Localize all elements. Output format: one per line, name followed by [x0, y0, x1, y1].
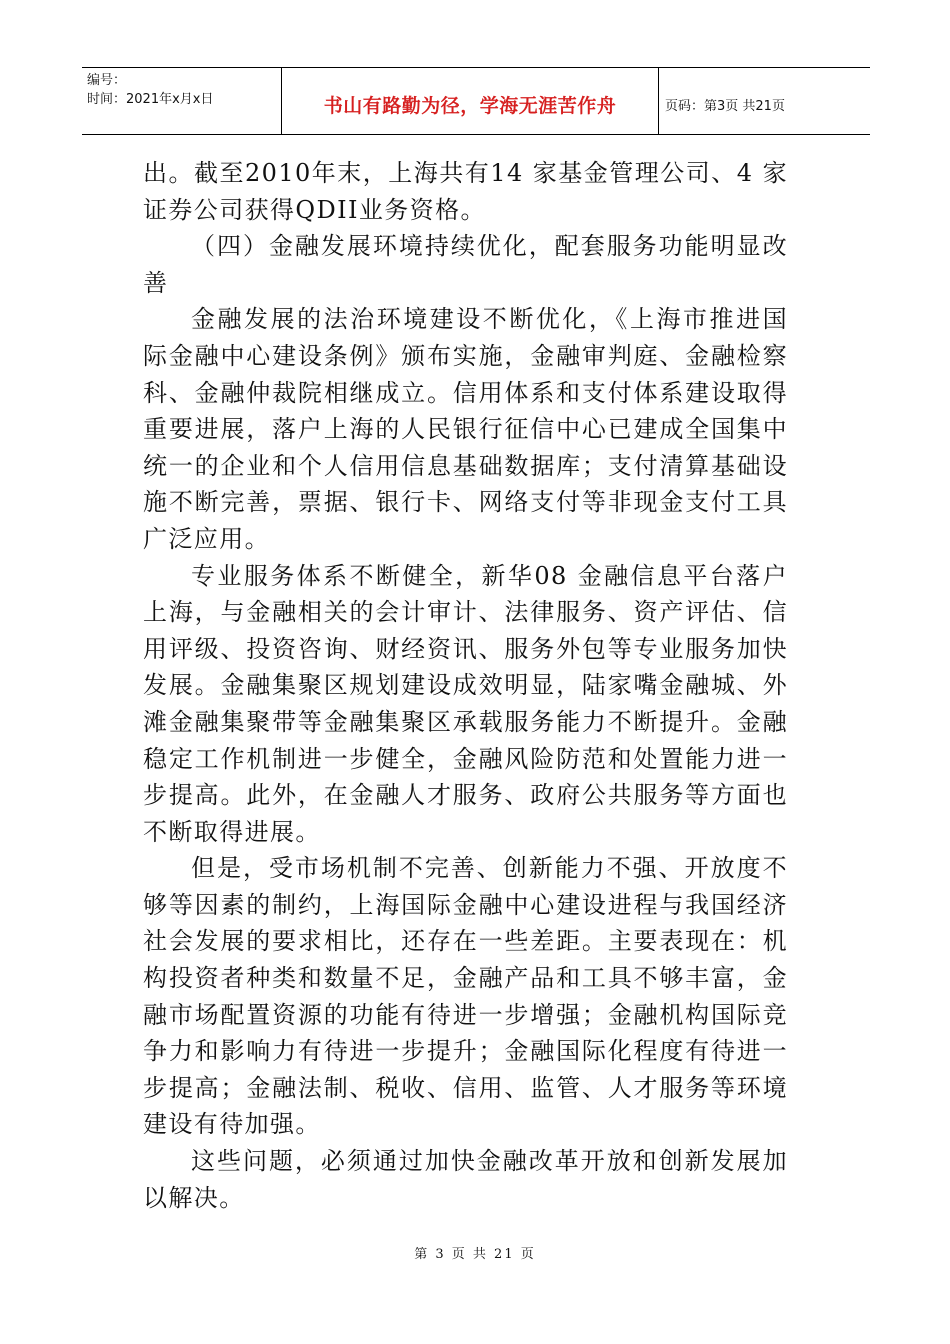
serial-number-label: 编号： — [87, 73, 127, 88]
paragraph: 这些问题，必须通过加快金融改革开放和创新发展加以解决。 — [143, 1147, 788, 1212]
paragraph: 但是，受市场机制不完善、创新能力不强、开放度不够等因素的制约，上海国际金融中心建设进程与我国经济社会发展的要求相比，还存在一些差距。主要表现在：机构投资者种类和数量不足，金融产品和工具不够丰富，金融市场配置资源的功能有待进一步增强；金融机构国际竞争力和影响力有待进一步提升；金融国际化程度有待进一步提高；金融法制、税收、信用、监管、人才服务等环境建设有待加强。 — [143, 854, 788, 1139]
page-footer: 第 3 页 共 21 页 — [414, 1247, 536, 1262]
date-label: 时间：2021年x月x日 — [87, 92, 214, 107]
document-body — [143, 155, 788, 1216]
paragraph: 专业服务体系不断健全，新华08 金融信息平台落户上海，与金融相关的会计审计、法律服务、资产评估、信用评级、投资咨询、财经资讯、服务外包等专业服务加快发展。金融集聚区规划建设成效明显，陆家嘴金融城、外滩金融集聚带等金融集聚区承载服务能力不断提升。金融稳定工作机制进一步健全，金融风险防范和处置能力进一步提高。此外，在金融人才服务、政府公共服务等方面也不断取得进展。 — [143, 561, 788, 846]
paragraph-continuation: 出。截至2010年末，上海共有14 家基金管理公司、4 家证券公司获得QDII业务资格。 — [143, 159, 788, 224]
page-header — [82, 67, 870, 135]
header-meta — [82, 68, 282, 134]
header-page-info: 页码：第3页 共21页 — [665, 98, 785, 114]
paragraph: 金融发展的法治环境建设不断优化，《上海市推进国际金融中心建设条例》颁布实施，金融审判庭、金融检察科、金融仲裁院相继成立。信用体系和支付体系建设取得重要进展，落户上海的人民银行征信中心已建成全国集中统一的企业和个人信用信息基础数据库；支付清算基础设施不断完善，票据、银行卡、网络支付等非现金支付工具广泛应用。 — [143, 305, 788, 553]
header-motto: 书山有路勤为径，学海无涯苦作舟 — [282, 68, 659, 134]
section-heading: （四）金融发展环境持续优化，配套服务功能明显改善 — [143, 232, 788, 297]
